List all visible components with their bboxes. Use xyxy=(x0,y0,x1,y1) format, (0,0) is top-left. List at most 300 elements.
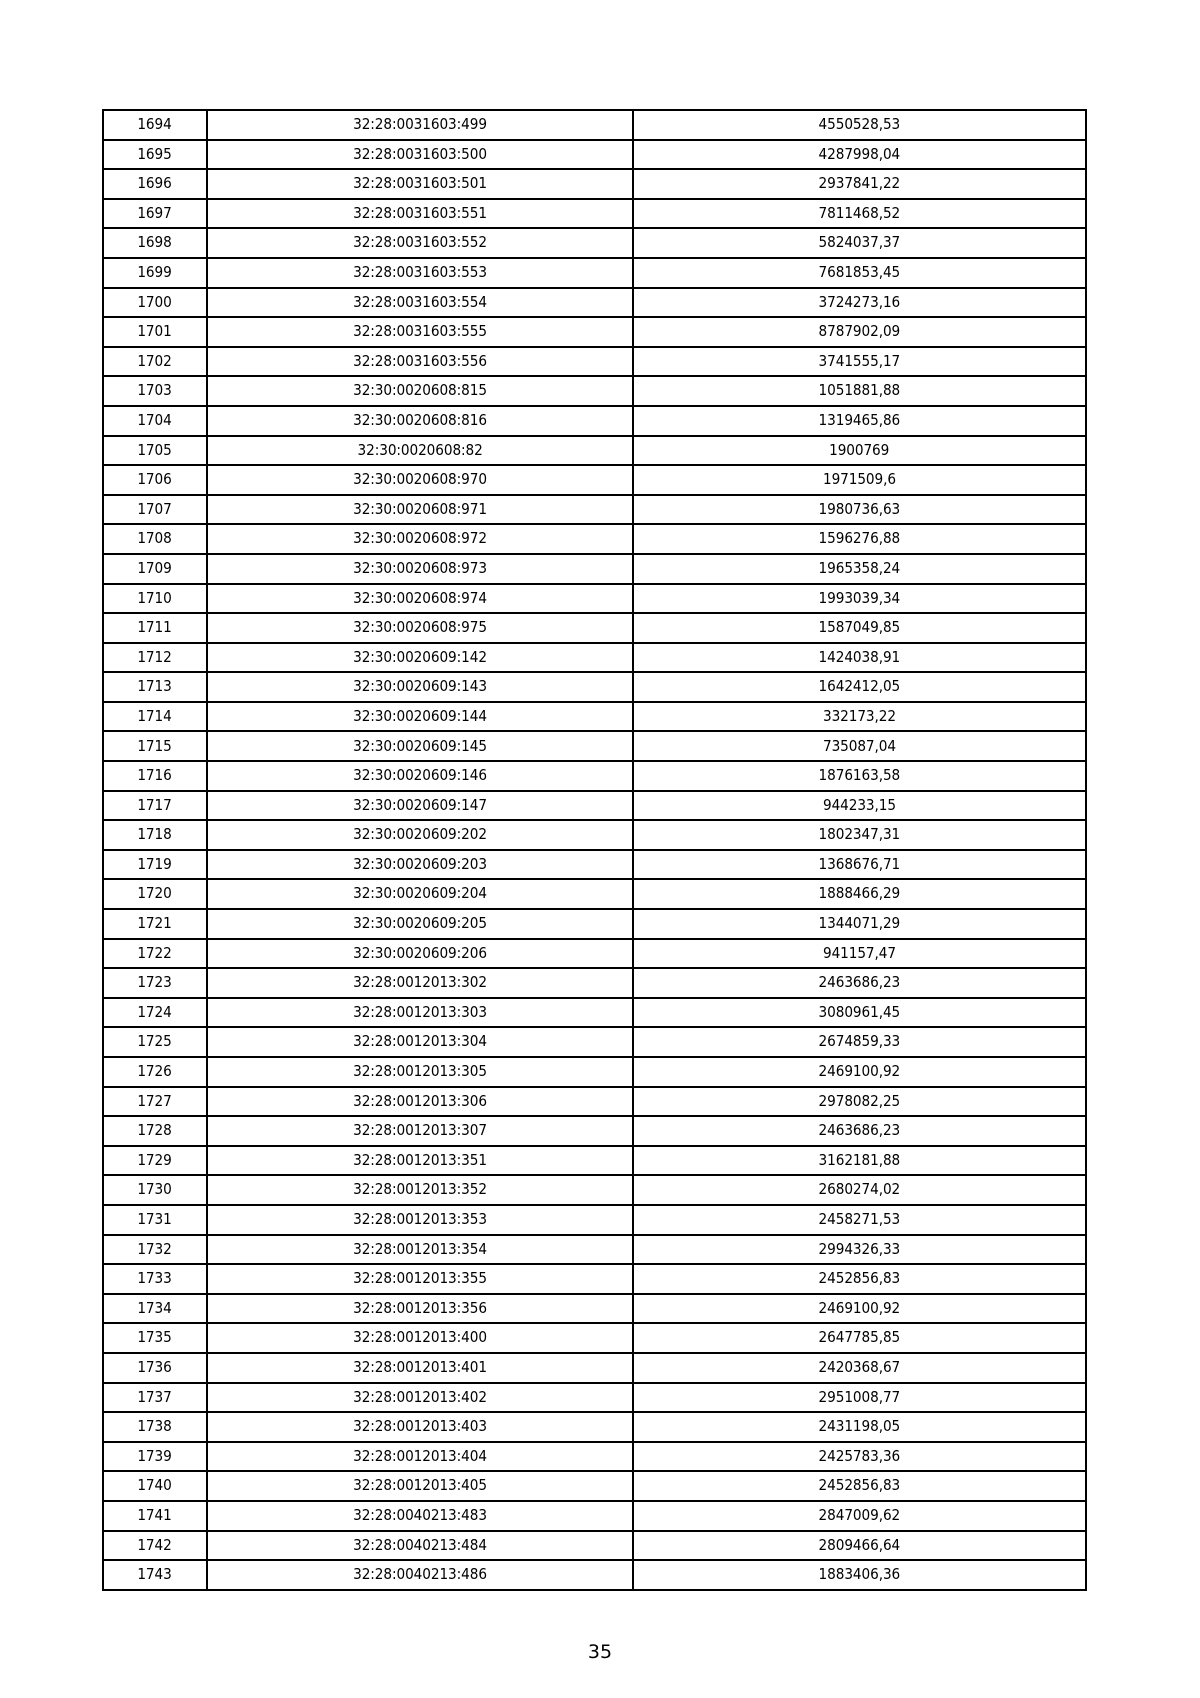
cell-text: 32:30:0020608:971 xyxy=(353,499,487,518)
cell-text: 1698 xyxy=(137,233,173,252)
value-cell xyxy=(633,376,1086,406)
cadastral-number-cell xyxy=(207,968,633,998)
cadastral-number-cell xyxy=(207,791,633,821)
cell-text: 32:30:0020609:146 xyxy=(353,766,487,785)
cell-text: 1642412,05 xyxy=(818,677,901,696)
cell-text: 941157,47 xyxy=(823,943,896,962)
value-cell xyxy=(633,199,1086,229)
cell-text: 2994326,33 xyxy=(818,1239,901,1258)
value-cell xyxy=(633,1501,1086,1531)
table-row xyxy=(103,347,1086,377)
cadastral-number-cell xyxy=(207,1205,633,1235)
cell-text: 1721 xyxy=(137,914,173,933)
table-row xyxy=(103,998,1086,1028)
table-row xyxy=(103,406,1086,436)
cell-text: 32:28:0012013:354 xyxy=(353,1239,487,1258)
cell-text: 32:30:0020608:82 xyxy=(357,440,483,459)
cell-text: 4287998,04 xyxy=(818,144,901,163)
row-number-cell xyxy=(103,1235,207,1265)
value-cell xyxy=(633,1353,1086,1383)
cadastral-number-cell xyxy=(207,199,633,229)
value-cell xyxy=(633,110,1086,140)
cell-text: 1888466,29 xyxy=(818,884,901,903)
cell-text: 1883406,36 xyxy=(818,1565,901,1584)
value-cell xyxy=(633,909,1086,939)
cell-text: 1709 xyxy=(137,558,173,577)
cell-text: 2674859,33 xyxy=(818,1032,901,1051)
cell-text: 32:30:0020609:145 xyxy=(353,736,487,755)
value-cell xyxy=(633,1442,1086,1472)
table-row xyxy=(103,1531,1086,1561)
value-cell xyxy=(633,939,1086,969)
row-number-cell xyxy=(103,347,207,377)
cell-text: 2847009,62 xyxy=(818,1505,901,1524)
cell-text: 1723 xyxy=(137,973,173,992)
row-number-cell xyxy=(103,584,207,614)
cadastral-number-cell xyxy=(207,998,633,1028)
table-row xyxy=(103,968,1086,998)
cadastral-number-cell xyxy=(207,465,633,495)
table-row xyxy=(103,1560,1086,1590)
cell-text: 32:30:0020609:204 xyxy=(353,884,487,903)
table-row xyxy=(103,850,1086,880)
cell-text: 1697 xyxy=(137,203,173,222)
cell-text: 1700 xyxy=(137,292,173,311)
value-cell xyxy=(633,1471,1086,1501)
cell-text: 32:28:0012013:306 xyxy=(353,1091,487,1110)
cell-text: 1720 xyxy=(137,884,173,903)
table-row xyxy=(103,258,1086,288)
cell-text: 1733 xyxy=(137,1269,173,1288)
value-cell xyxy=(633,761,1086,791)
cell-text: 1718 xyxy=(137,825,173,844)
cell-text: 1708 xyxy=(137,529,173,548)
table-row xyxy=(103,140,1086,170)
cell-text: 7681853,45 xyxy=(818,263,901,282)
row-number-cell xyxy=(103,228,207,258)
value-cell xyxy=(633,1560,1086,1590)
cell-text: 1980736,63 xyxy=(818,499,901,518)
cell-text: 1714 xyxy=(137,706,173,725)
value-cell xyxy=(633,1175,1086,1205)
value-cell xyxy=(633,258,1086,288)
cadastral-number-cell xyxy=(207,1412,633,1442)
cell-text: 1704 xyxy=(137,410,173,429)
table-body xyxy=(103,110,1086,1590)
cell-text: 1716 xyxy=(137,766,173,785)
row-number-cell xyxy=(103,909,207,939)
cell-text: 32:30:0020608:816 xyxy=(353,410,487,429)
cell-text: 32:28:0012013:353 xyxy=(353,1210,487,1229)
value-cell xyxy=(633,672,1086,702)
cell-text: 32:28:0012013:355 xyxy=(353,1269,487,1288)
cell-text: 32:30:0020608:972 xyxy=(353,529,487,548)
row-number-cell xyxy=(103,613,207,643)
cell-text: 2469100,92 xyxy=(818,1062,901,1081)
cell-text: 1739 xyxy=(137,1446,173,1465)
cell-text: 1707 xyxy=(137,499,173,518)
value-cell xyxy=(633,465,1086,495)
row-number-cell xyxy=(103,199,207,229)
value-cell xyxy=(633,1264,1086,1294)
cell-text: 32:28:0031603:556 xyxy=(353,351,487,370)
value-cell xyxy=(633,820,1086,850)
cadastral-number-cell xyxy=(207,1501,633,1531)
row-number-cell xyxy=(103,554,207,584)
table-row xyxy=(103,199,1086,229)
cell-text: 1740 xyxy=(137,1476,173,1495)
cell-text: 1731 xyxy=(137,1210,173,1229)
row-number-cell xyxy=(103,1471,207,1501)
value-cell xyxy=(633,169,1086,199)
cell-text: 1717 xyxy=(137,795,173,814)
row-number-cell xyxy=(103,731,207,761)
cadastral-number-cell xyxy=(207,761,633,791)
value-cell xyxy=(633,1116,1086,1146)
cell-text: 3741555,17 xyxy=(818,351,901,370)
cell-text: 32:28:0031603:499 xyxy=(353,115,487,134)
table-row xyxy=(103,1501,1086,1531)
cell-text: 2458271,53 xyxy=(818,1210,901,1229)
row-number-cell xyxy=(103,1383,207,1413)
table-row xyxy=(103,228,1086,258)
cell-text: 3724273,16 xyxy=(818,292,901,311)
cell-text: 32:28:0012013:405 xyxy=(353,1476,487,1495)
cell-text: 1596276,88 xyxy=(818,529,901,548)
row-number-cell xyxy=(103,702,207,732)
row-number-cell xyxy=(103,761,207,791)
table-row xyxy=(103,1264,1086,1294)
value-cell xyxy=(633,524,1086,554)
cell-text: 1424038,91 xyxy=(818,647,901,666)
table-row xyxy=(103,1471,1086,1501)
cell-text: 32:30:0020609:143 xyxy=(353,677,487,696)
row-number-cell xyxy=(103,169,207,199)
table-row xyxy=(103,939,1086,969)
cell-text: 1722 xyxy=(137,943,173,962)
row-number-cell xyxy=(103,1412,207,1442)
row-number-cell xyxy=(103,998,207,1028)
cell-text: 32:28:0040213:483 xyxy=(353,1505,487,1524)
row-number-cell xyxy=(103,672,207,702)
table-row xyxy=(103,1205,1086,1235)
row-number-cell xyxy=(103,1531,207,1561)
cell-text: 8787902,09 xyxy=(818,322,901,341)
cell-text: 32:28:0040213:486 xyxy=(353,1565,487,1584)
table-row xyxy=(103,436,1086,466)
value-cell xyxy=(633,879,1086,909)
table-row xyxy=(103,1323,1086,1353)
cell-text: 1738 xyxy=(137,1417,173,1436)
cell-text: 2425783,36 xyxy=(818,1446,901,1465)
cadastral-number-cell xyxy=(207,1294,633,1324)
cell-text: 32:30:0020609:205 xyxy=(353,914,487,933)
cell-text: 1900769 xyxy=(829,440,890,459)
cell-text: 1725 xyxy=(137,1032,173,1051)
cell-text: 32:28:0031603:553 xyxy=(353,263,487,282)
cell-text: 1705 xyxy=(137,440,173,459)
cadastral-number-cell xyxy=(207,436,633,466)
cell-text: 1732 xyxy=(137,1239,173,1258)
value-cell xyxy=(633,436,1086,466)
cadastral-number-cell xyxy=(207,317,633,347)
cell-text: 1742 xyxy=(137,1535,173,1554)
value-cell xyxy=(633,1087,1086,1117)
table-row xyxy=(103,1235,1086,1265)
table-row xyxy=(103,110,1086,140)
cell-text: 2452856,83 xyxy=(818,1269,901,1288)
cell-text: 32:28:0012013:400 xyxy=(353,1328,487,1347)
cadastral-number-cell xyxy=(207,228,633,258)
row-number-cell xyxy=(103,850,207,880)
cadastral-number-cell xyxy=(207,643,633,673)
cadastral-number-cell xyxy=(207,672,633,702)
cell-text: 1727 xyxy=(137,1091,173,1110)
cadastral-number-cell xyxy=(207,169,633,199)
row-number-cell xyxy=(103,879,207,909)
row-number-cell xyxy=(103,436,207,466)
cadastral-number-cell xyxy=(207,1323,633,1353)
table-row xyxy=(103,1442,1086,1472)
cell-text: 2809466,64 xyxy=(818,1535,901,1554)
cell-text: 32:30:0020609:142 xyxy=(353,647,487,666)
cadastral-number-cell xyxy=(207,288,633,318)
cell-text: 32:28:0012013:305 xyxy=(353,1062,487,1081)
cell-text: 1710 xyxy=(137,588,173,607)
cadastral-number-cell xyxy=(207,1383,633,1413)
cell-text: 2978082,25 xyxy=(818,1091,901,1110)
cadastral-number-cell xyxy=(207,140,633,170)
page-number: 35 xyxy=(587,1641,613,1663)
cell-text: 32:30:0020608:973 xyxy=(353,558,487,577)
cell-text: 1711 xyxy=(137,618,173,637)
cadastral-number-cell xyxy=(207,524,633,554)
cell-text: 32:28:0012013:402 xyxy=(353,1387,487,1406)
cell-text: 32:28:0012013:304 xyxy=(353,1032,487,1051)
cadastral-number-cell xyxy=(207,1087,633,1117)
value-cell xyxy=(633,1383,1086,1413)
cell-text: 1344071,29 xyxy=(818,914,901,933)
cadastral-number-cell xyxy=(207,731,633,761)
row-number-cell xyxy=(103,524,207,554)
cell-text: 1719 xyxy=(137,854,173,873)
cell-text: 5824037,37 xyxy=(818,233,901,252)
cell-text: 1724 xyxy=(137,1002,173,1021)
cell-text: 1694 xyxy=(137,115,173,134)
table-row xyxy=(103,169,1086,199)
cell-text: 2469100,92 xyxy=(818,1298,901,1317)
cell-text: 32:30:0020608:975 xyxy=(353,618,487,637)
cell-text: 2452856,83 xyxy=(818,1476,901,1495)
cell-text: 32:28:0012013:403 xyxy=(353,1417,487,1436)
cell-text: 32:28:0031603:555 xyxy=(353,322,487,341)
cadastral-number-cell xyxy=(207,613,633,643)
value-cell xyxy=(633,1235,1086,1265)
cadastral-number-cell xyxy=(207,879,633,909)
cadastral-number-cell xyxy=(207,1235,633,1265)
cell-text: 2463686,23 xyxy=(818,1121,901,1140)
cell-text: 1319465,86 xyxy=(818,410,901,429)
cell-text: 32:28:0012013:401 xyxy=(353,1357,487,1376)
value-cell xyxy=(633,1294,1086,1324)
cell-text: 2463686,23 xyxy=(818,973,901,992)
cell-text: 3162181,88 xyxy=(818,1150,901,1169)
cell-text: 2680274,02 xyxy=(818,1180,901,1199)
cell-text: 32:30:0020609:144 xyxy=(353,706,487,725)
cell-text: 32:28:0031603:552 xyxy=(353,233,487,252)
row-number-cell xyxy=(103,1353,207,1383)
table-row xyxy=(103,1057,1086,1087)
cell-text: 1737 xyxy=(137,1387,173,1406)
cell-text: 2431198,05 xyxy=(818,1417,901,1436)
cell-text: 4550528,53 xyxy=(818,115,901,134)
cell-text: 944233,15 xyxy=(823,795,896,814)
cadastral-number-cell xyxy=(207,258,633,288)
cell-text: 32:28:0040213:484 xyxy=(353,1535,487,1554)
cell-text: 1971509,6 xyxy=(823,470,896,489)
row-number-cell xyxy=(103,1264,207,1294)
data-table xyxy=(102,109,1087,1591)
cadastral-number-cell xyxy=(207,1146,633,1176)
value-cell xyxy=(633,1412,1086,1442)
value-cell xyxy=(633,1205,1086,1235)
row-number-cell xyxy=(103,140,207,170)
cell-text: 32:28:0012013:307 xyxy=(353,1121,487,1140)
cadastral-number-cell xyxy=(207,820,633,850)
table-row xyxy=(103,909,1086,939)
cadastral-number-cell xyxy=(207,1442,633,1472)
cell-text: 1876163,58 xyxy=(818,766,901,785)
table-row xyxy=(103,1027,1086,1057)
cell-text: 332173,22 xyxy=(823,706,896,725)
cell-text: 32:30:0020608:815 xyxy=(353,381,487,400)
row-number-cell xyxy=(103,1294,207,1324)
cell-text: 1735 xyxy=(137,1328,173,1347)
value-cell xyxy=(633,1027,1086,1057)
row-number-cell xyxy=(103,939,207,969)
value-cell xyxy=(633,791,1086,821)
value-cell xyxy=(633,495,1086,525)
table-row xyxy=(103,554,1086,584)
cell-text: 1965358,24 xyxy=(818,558,901,577)
row-number-cell xyxy=(103,1323,207,1353)
cell-text: 1695 xyxy=(137,144,173,163)
cell-text: 2420368,67 xyxy=(818,1357,901,1376)
cell-text: 32:30:0020608:970 xyxy=(353,470,487,489)
cell-text: 1587049,85 xyxy=(818,618,901,637)
value-cell xyxy=(633,850,1086,880)
cadastral-number-cell xyxy=(207,347,633,377)
row-number-cell xyxy=(103,110,207,140)
table-row xyxy=(103,376,1086,406)
value-cell xyxy=(633,406,1086,436)
row-number-cell xyxy=(103,288,207,318)
row-number-cell xyxy=(103,465,207,495)
table-row xyxy=(103,465,1086,495)
cell-text: 1713 xyxy=(137,677,173,696)
cadastral-number-cell xyxy=(207,1531,633,1561)
value-cell xyxy=(633,288,1086,318)
table-row xyxy=(103,761,1086,791)
cadastral-number-cell xyxy=(207,406,633,436)
cell-text: 32:28:0031603:500 xyxy=(353,144,487,163)
cell-text: 1730 xyxy=(137,1180,173,1199)
cadastral-number-cell xyxy=(207,702,633,732)
cell-text: 32:28:0012013:302 xyxy=(353,973,487,992)
cell-text: 32:28:0031603:551 xyxy=(353,203,487,222)
cell-text: 1703 xyxy=(137,381,173,400)
cell-text: 32:30:0020609:202 xyxy=(353,825,487,844)
cell-text: 32:30:0020609:147 xyxy=(353,795,487,814)
cell-text: 2951008,77 xyxy=(818,1387,901,1406)
row-number-cell xyxy=(103,643,207,673)
value-cell xyxy=(633,554,1086,584)
row-number-cell xyxy=(103,258,207,288)
table-row xyxy=(103,1087,1086,1117)
row-number-cell xyxy=(103,820,207,850)
cadastral-number-cell xyxy=(207,376,633,406)
cadastral-number-cell xyxy=(207,495,633,525)
cadastral-number-cell xyxy=(207,1057,633,1087)
row-number-cell xyxy=(103,791,207,821)
cell-text: 1706 xyxy=(137,470,173,489)
table-row xyxy=(103,1412,1086,1442)
cadastral-number-cell xyxy=(207,1264,633,1294)
cell-text: 1715 xyxy=(137,736,173,755)
row-number-cell xyxy=(103,317,207,347)
cell-text: 32:30:0020608:974 xyxy=(353,588,487,607)
cell-text: 32:28:0012013:352 xyxy=(353,1180,487,1199)
table-row xyxy=(103,1175,1086,1205)
cell-text: 3080961,45 xyxy=(818,1002,901,1021)
row-number-cell xyxy=(103,1442,207,1472)
table-row xyxy=(103,879,1086,909)
cell-text: 1699 xyxy=(137,263,173,282)
row-number-cell xyxy=(103,1560,207,1590)
cell-text: 32:28:0012013:351 xyxy=(353,1150,487,1169)
cell-text: 1736 xyxy=(137,1357,173,1376)
cell-text: 7811468,52 xyxy=(818,203,901,222)
cell-text: 1741 xyxy=(137,1505,173,1524)
cell-text: 735087,04 xyxy=(823,736,896,755)
cell-text: 1802347,31 xyxy=(818,825,901,844)
row-number-cell xyxy=(103,1057,207,1087)
row-number-cell xyxy=(103,1205,207,1235)
row-number-cell xyxy=(103,406,207,436)
row-number-cell xyxy=(103,1501,207,1531)
table-row xyxy=(103,1383,1086,1413)
cadastral-number-cell xyxy=(207,554,633,584)
cell-text: 2647785,85 xyxy=(818,1328,901,1347)
row-number-cell xyxy=(103,1027,207,1057)
cell-text: 1712 xyxy=(137,647,173,666)
cell-text: 32:30:0020609:206 xyxy=(353,943,487,962)
value-cell xyxy=(633,702,1086,732)
cadastral-number-cell xyxy=(207,909,633,939)
value-cell xyxy=(633,1057,1086,1087)
cadastral-number-cell xyxy=(207,1027,633,1057)
row-number-cell xyxy=(103,1116,207,1146)
row-number-cell xyxy=(103,1146,207,1176)
table-row xyxy=(103,613,1086,643)
table-row xyxy=(103,1116,1086,1146)
cell-text: 1728 xyxy=(137,1121,173,1140)
cell-text: 1726 xyxy=(137,1062,173,1081)
cell-text: 1368676,71 xyxy=(818,854,901,873)
value-cell xyxy=(633,613,1086,643)
table-row xyxy=(103,1146,1086,1176)
table-row xyxy=(103,672,1086,702)
